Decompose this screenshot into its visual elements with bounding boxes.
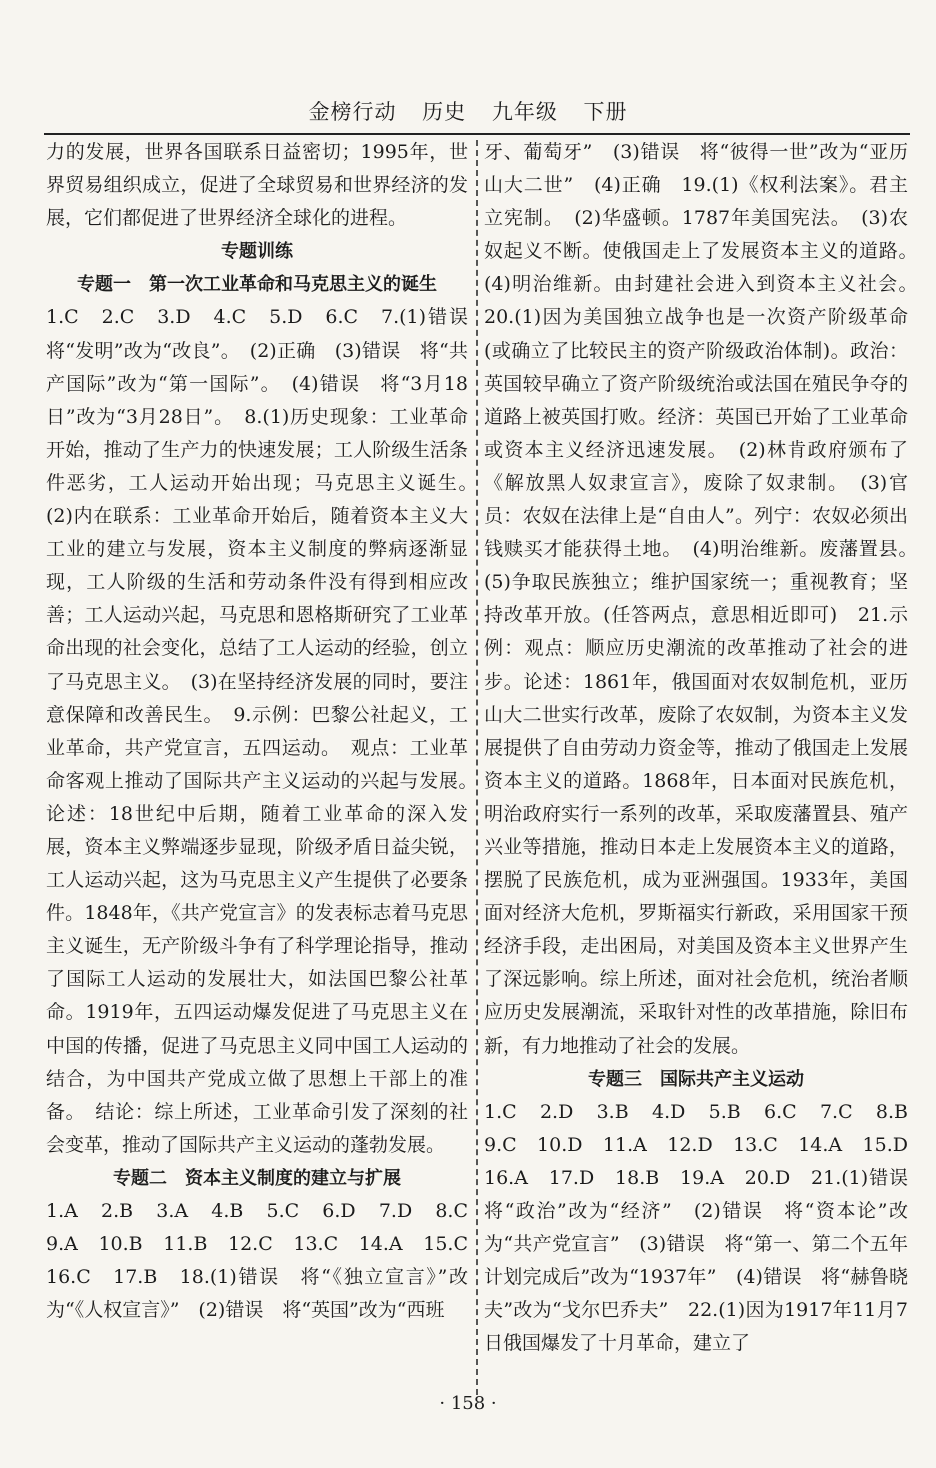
page-number: · 158 · (439, 1393, 497, 1414)
section-title: 专题训练 (221, 241, 293, 263)
paragraph: 1.C 2.D 3.B 4.D 5.B 6.C 7.C 8.B 9.C 10.D 11.A 12.D 13.C 14.A 15.D 16.A 17.D 18.B 19.A 20.D 21.(1)错误 将“政治”改为“经济” (2)错误 将“资本论”改为“共产党宣言” (3)错误 将“第一、第二个五年计划完成后”改为“1937年” (4)错误 将“赫鲁晓夫”改为“戈尔巴乔夫” 22.(1)因为1917年11月7日俄国爆发了十月革命，建立了 (484, 1100, 928, 1355)
page-header (0, 96, 936, 130)
paragraph: 力的发展，世界各国联系日益密切；1995年，世界贸易组织成立，促进了全球贸易和世界经济的发展，它们都促进了世界经济全球化的进程。 (46, 141, 468, 230)
header-volume: 下册 (583, 100, 628, 124)
right-column (484, 136, 928, 1360)
paragraph: 1.A 2.B 3.A 4.B 5.C 6.D 7.D 8.C 9.A 10.B 11.B 12.C 13.C 14.A 15.C 16.C 17.B 18.(1)错误 将“《独立宣言》”改为“《人权宣言》” (2)错误 将“英国”改为“西班 (46, 1200, 488, 1322)
column-divider (476, 140, 478, 1395)
paragraph: 1.C 2.C 3.D 4.C 5.D 6.C 7.(1)错误 将“发明”改为“改良”。 (2)正确 (3)错误 将“共产国际”改为“第一国际”。 (4)错误 将“3月18日”改为“3月28日”。 8.(1)历史现象：工业革命开始，推动了生产力的快速发展；工人阶级生活条件恶劣，工人运动开始出现；马克思主义诞生。 (2)内在联系：工业革命开始后，随着资本主义大工业的建立与发展，资本主义制度的弊病逐渐显现，工人阶级的生活和劳动条件没有得到相应改善；工人运动兴起，马克思和恩格斯研究了工业革命出现的社会变化，总结了工人运动的经验，创立了马克思主义。 (3)在坚持经济发展的同时，要注意保障和改善民生。 9.示例：巴黎公社起义，工业革命，共产党宣言，五四运动。 观点：工业革命客观上推动了国际共产主义运动的兴起与发展。 论述：18世纪中后期，随着工业革命的深入发展，资本主义弊端逐步显现，阶级矛盾日益尖锐，工人运动兴起，这为马克思主义产生提供了必要条件。1848年，《共产党宣言》的发表标志着马克思主义诞生，无产阶级斗争有了科学理论指导，推动了国际工人运动的发展壮大，如法国巴黎公社革命。1919年，五四运动爆发促进了马克思主义在中国的传播，促进了马克思主义同中国工人运动的结合，为中国共产党成立做了思想上干部上的准备。 结论：综上所述，工业革命引发了深刻的社会变革，推动了国际共产主义运动的蓬勃发展。 (46, 306, 488, 1156)
header-brand: 金榜行动 (308, 100, 397, 124)
topic-heading: 专题一 第一次工业革命和马克思主义的诞生 (77, 274, 437, 296)
left-column (46, 136, 488, 1327)
topic-heading: 专题二 资本主义制度的建立与扩展 (113, 1167, 401, 1189)
header-grade: 九年级 (491, 100, 558, 124)
topic-heading: 专题三 国际共产主义运动 (588, 1068, 804, 1090)
header-subject: 历史 (422, 100, 467, 124)
header-rule (44, 133, 910, 135)
paragraph: 牙、葡萄牙” (3)错误 将“彼得一世”改为“亚历山大二世” (4)正确 19.(1)《权利法案》。君主立宪制。 (2)华盛顿。1787年美国宪法。 (3)农奴起义不断。使俄国走上了发展资本主义的道路。 (4)明治维新。由封建社会进入到资本主义社会。 20.(1)因为美国独立战争也是一次资产阶级革命(或确立了比较民主的资产阶级政治体制)。政治：英国较早确立了资产阶级统治或法国在殖民争夺的道路上被英国打败。经济：英国已开始了工业革命或资本主义经济迅速发展。 (2)林肯政府颁布了《解放黑人奴隶宣言》，废除了奴隶制。 (3)官员：农奴在法律上是“自由人”。列宁：农奴必须出钱赎买才能获得土地。 (4)明治维新。废藩置县。 (5)争取民族独立；维护国家统一；重视教育；坚持改革开放。(任答两点，意思相近即可) 21.示例：观点：顺应历史潮流的改革推动了社会的进步。论述：1861年，俄国面对农奴制危机，亚历山大二世实行改革，废除了农奴制，为资本主义发展提供了自由劳动力资金等，推动了俄国走上发展资本主义的道路。1868年，日本面对民族危机，明治政府实行一系列的改革，采取废藩置县、殖产兴业等措施，推动日本走上发展资本主义的道路，摆脱了民族危机，成为亚洲强国。1933年，美国面对经济大危机，罗斯福实行新政，采用国家干预经济手段，走出困局，对美国及资本主义世界产生了深远影响。综上所述，面对社会危机，统治者顺应历史发展潮流，采取针对性的改革措施，除旧布新，有力地推动了社会的发展。 (484, 141, 928, 1057)
